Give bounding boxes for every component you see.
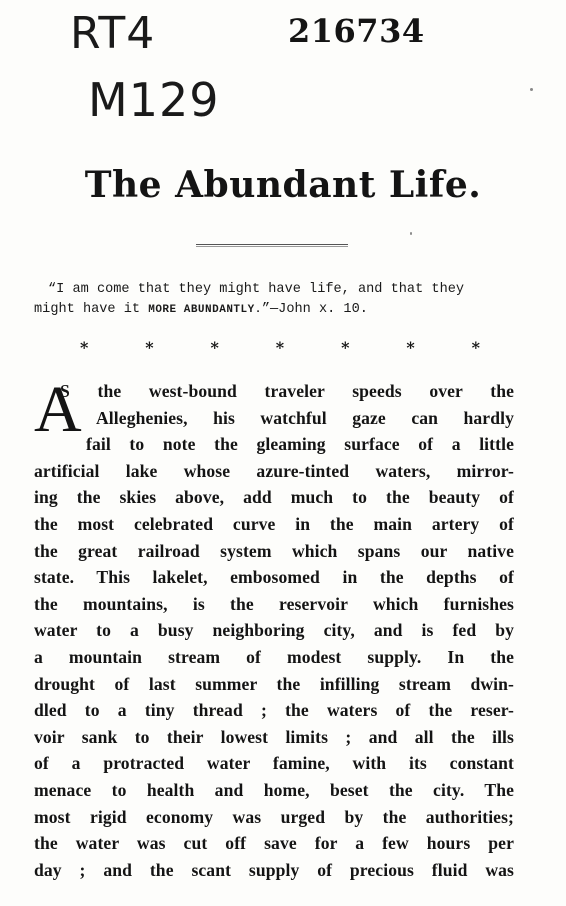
epigraph-line-2 [34,300,534,320]
body-line: dled to a tiny thread ; the waters of the reser- [34,700,514,721]
body-line: ing the skies above, add much to the beauty of [34,487,514,508]
handwritten-call-number [70,8,220,134]
epigraph-line-2-suffix: ”—John x. 10. [261,302,368,317]
drop-cap: A [34,373,82,446]
body-line: most rigid economy was urged by the authorities; [34,806,514,827]
separator-star: * [145,338,154,357]
body-line: of a protracted water famine, with its constant [34,753,514,774]
section-separator [80,338,480,357]
speck-mark [530,88,533,91]
separator-star: * [406,338,415,357]
epigraph-small-caps: MORE ABUNDANTLY. [148,304,262,316]
separator-star: * [210,338,219,357]
body-line: the mountains, is the reservoir which furnishes [34,593,514,614]
separator-star: * [471,338,480,357]
page-title: The Abundant Life. [84,164,482,206]
separator-star: * [80,338,89,357]
body-line: Alleghenies, his watchful gaze can hardly [96,407,514,428]
body-line: state. This lakelet, embosomed in the depths of [34,567,514,588]
body-line: day ; and the scant supply of precious fluid was [34,859,514,880]
title-rule [196,244,348,247]
body-line: the great railroad system which spans our native [34,540,514,561]
body-line: drought of last summer the infilling stream dwin- [34,673,514,694]
handwritten-line-2: M129 [88,73,220,127]
body-line: voir sank to their lowest limits ; and all the ills [34,726,514,747]
separator-star: * [275,338,285,357]
body-line: artificial lake whose azure-tinted waters, mirror- [34,460,514,481]
body-line: water to a busy neighboring city, and is fed by [34,620,514,641]
body-line: menace to health and home, beset the city. The [34,779,514,800]
epigraph-line-2-prefix: might have it [34,302,149,317]
body-line: fail to note the gleaming surface of a little [86,434,514,455]
body-line: the most celebrated curve in the main artery of [34,513,514,534]
handwritten-line-1: RT4 [70,8,156,59]
separator-star: * [341,338,350,357]
speck-mark [410,232,412,235]
body-line: the water was cut off save for a few hours per [34,833,514,854]
body-line: a mountain stream of modest supply. In the [34,646,514,667]
accession-number: 216734 [288,12,425,50]
body-line: S the west-bound traveler speeds over the [60,381,514,401]
epigraph [34,280,534,320]
epigraph-line-1: “I am come that they might have life, and that they [48,282,465,297]
